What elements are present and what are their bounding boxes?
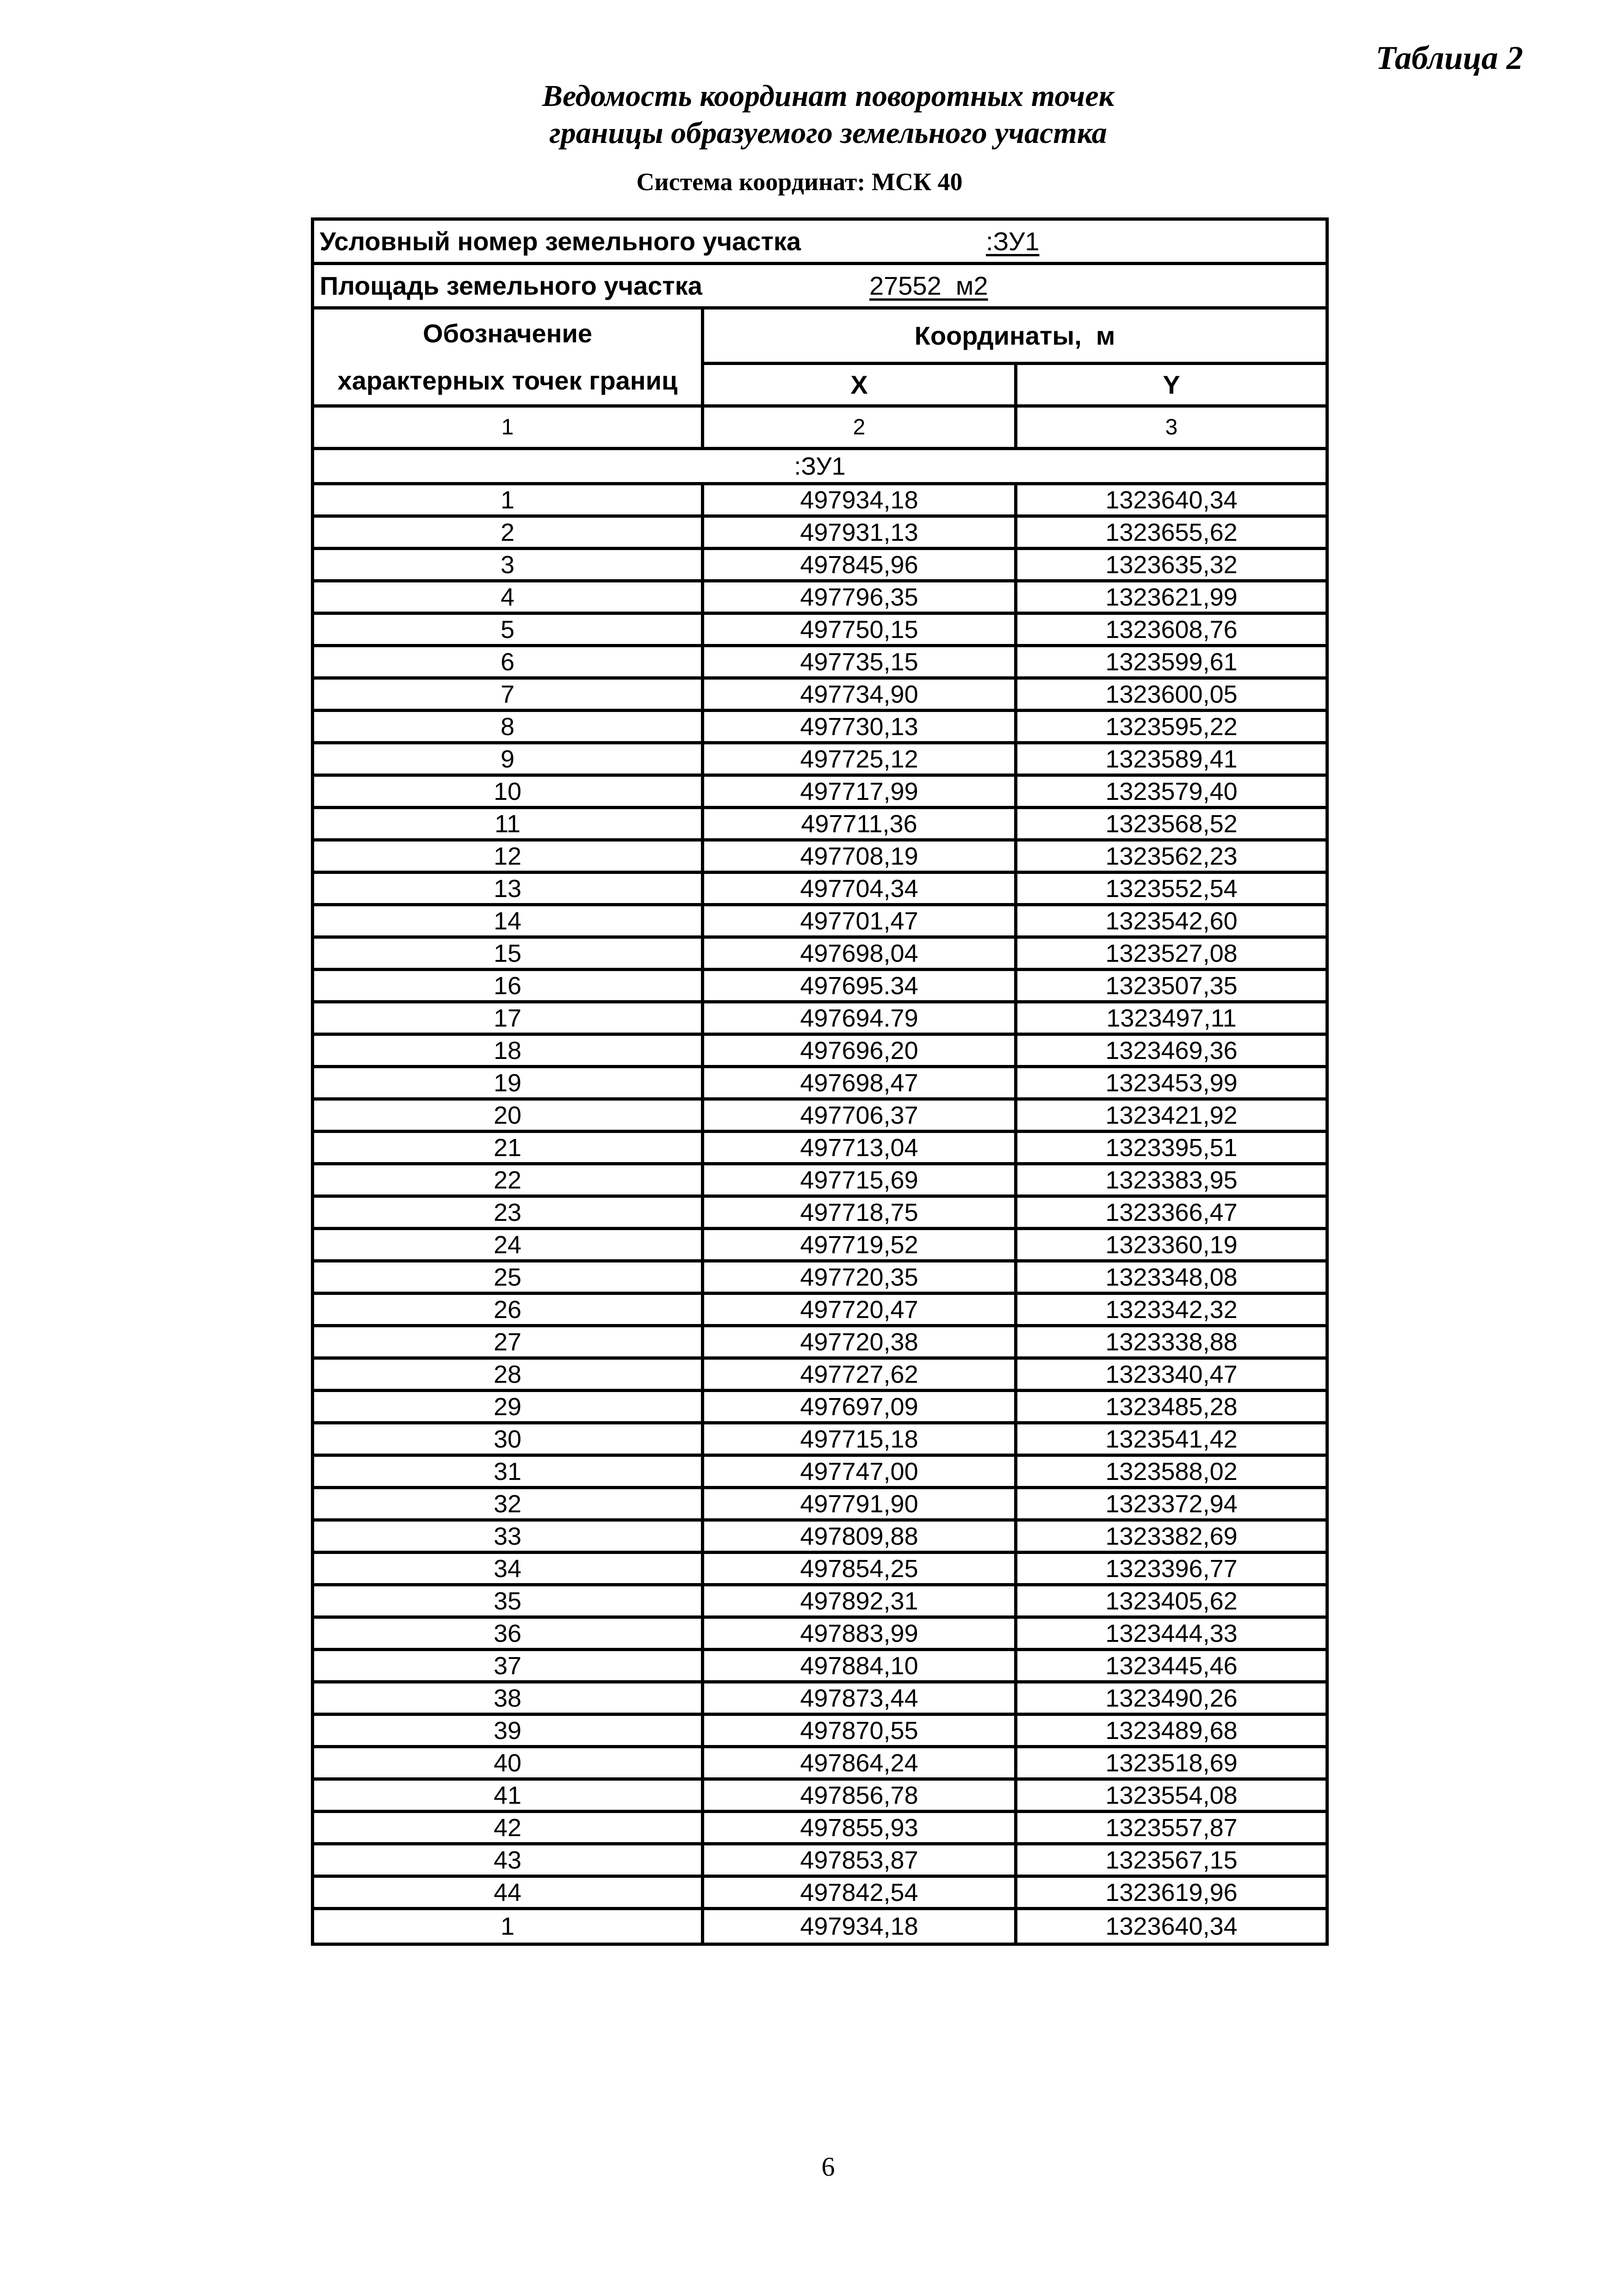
point-id: 25 [314, 1262, 704, 1292]
document-title-line2: границы образуемого земельного участка [549, 116, 1107, 150]
y-coordinate: 1323542,60 [1105, 907, 1238, 935]
table-row [314, 971, 1326, 1003]
x-coordinate: 497720,35 [704, 1262, 1017, 1292]
table-row [314, 1554, 1326, 1586]
point-id: 3 [314, 550, 704, 579]
column-header-row [314, 309, 1326, 408]
x-coordinate: 497791,90 [704, 1489, 1017, 1518]
table-row [314, 1910, 1326, 1943]
x-coordinate: 497884,10 [704, 1651, 1017, 1680]
y-coordinate: 1323340,47 [1105, 1360, 1238, 1388]
y-coordinate: 1323360,19 [1105, 1231, 1238, 1259]
x-coordinate: 497717,99 [704, 777, 1017, 806]
point-id: 13 [314, 874, 704, 903]
designation-header-line1: Обозначение [422, 318, 593, 348]
table-row [314, 906, 1326, 939]
x-coordinate: 497735,15 [704, 647, 1017, 676]
table-row [314, 550, 1326, 582]
x-coordinate: 497809,88 [704, 1522, 1017, 1551]
x-coordinate: 497706,37 [704, 1101, 1017, 1130]
point-id: 19 [314, 1068, 704, 1097]
table-row [314, 939, 1326, 971]
point-id: 11 [314, 809, 704, 838]
y-coordinate: 1323608,76 [1105, 615, 1238, 644]
y-coordinate: 1323552,54 [1105, 874, 1238, 903]
table-row [314, 1619, 1326, 1651]
table-row [314, 1295, 1326, 1327]
table-row [314, 1101, 1326, 1133]
point-id: 20 [314, 1101, 704, 1130]
table-row [314, 1360, 1326, 1392]
table-row [314, 1748, 1326, 1781]
table-body [314, 485, 1326, 1943]
x-coordinate: 497734,90 [704, 680, 1017, 709]
y-coordinate: 1323579,40 [1105, 777, 1238, 805]
coordinate-system-label: Система координат: МСК 40 [636, 168, 963, 196]
x-coordinate: 497694.79 [704, 1003, 1017, 1033]
y-coordinate: 1323338,88 [1105, 1328, 1238, 1356]
y-coordinate: 1323366,47 [1105, 1198, 1238, 1226]
parcel-number-label: Условный номер земельного участка [320, 227, 801, 256]
y-coordinate: 1323453,99 [1105, 1069, 1238, 1097]
table-row [314, 744, 1326, 777]
x-coordinate: 497720,47 [704, 1295, 1017, 1324]
table-row [314, 1489, 1326, 1522]
x-coordinate: 497718,75 [704, 1198, 1017, 1227]
table-row [314, 1392, 1326, 1424]
x-coordinate: 497715,69 [704, 1165, 1017, 1194]
point-id: 10 [314, 777, 704, 806]
x-coordinate: 497701,47 [704, 906, 1017, 935]
point-id: 37 [314, 1651, 704, 1680]
x-coordinate: 497854,25 [704, 1554, 1017, 1583]
x-coordinate: 497698,04 [704, 939, 1017, 968]
x-header: X [704, 365, 1017, 404]
x-coordinate: 497853,87 [704, 1845, 1017, 1875]
y-coordinate: 1323588,02 [1105, 1457, 1238, 1485]
point-id: 12 [314, 842, 704, 871]
point-id: 7 [314, 680, 704, 709]
y-coordinate: 1323562,23 [1105, 842, 1238, 870]
point-id: 42 [314, 1813, 704, 1842]
x-coordinate: 497856,78 [704, 1781, 1017, 1810]
table-row [314, 1683, 1326, 1716]
point-id: 21 [314, 1133, 704, 1162]
point-id: 5 [314, 615, 704, 644]
x-coordinate: 497747,00 [704, 1457, 1017, 1486]
x-coordinate: 497711,36 [704, 809, 1017, 838]
y-coordinate: 1323469,36 [1105, 1036, 1238, 1064]
table-row [314, 680, 1326, 712]
x-coordinate: 497883,99 [704, 1619, 1017, 1648]
table-row [314, 809, 1326, 842]
x-coordinate: 497855,93 [704, 1813, 1017, 1842]
column-number-2: 2 [704, 408, 1017, 447]
point-id: 8 [314, 712, 704, 741]
point-id: 9 [314, 744, 704, 774]
point-id: 27 [314, 1327, 704, 1356]
point-id: 17 [314, 1003, 704, 1033]
y-coordinate: 1323405,62 [1105, 1587, 1238, 1615]
table-row [314, 1068, 1326, 1101]
point-id: 23 [314, 1198, 704, 1227]
y-coordinate: 1323541,42 [1105, 1425, 1238, 1453]
table-row [314, 647, 1326, 680]
y-coordinate: 1323599,61 [1105, 648, 1238, 676]
point-id: 24 [314, 1230, 704, 1259]
y-coordinate: 1323382,69 [1105, 1522, 1238, 1550]
point-id: 4 [314, 582, 704, 612]
x-coordinate: 497934,18 [704, 485, 1017, 514]
x-coordinate: 497750,15 [704, 615, 1017, 644]
point-id: 18 [314, 1036, 704, 1065]
y-coordinate: 1323554,08 [1105, 1781, 1238, 1809]
y-coordinate: 1323342,32 [1105, 1295, 1238, 1324]
point-id: 38 [314, 1683, 704, 1713]
y-coordinate: 1323518,69 [1105, 1749, 1238, 1777]
x-coordinate: 497842,54 [704, 1878, 1017, 1907]
y-coordinate: 1323619,96 [1105, 1878, 1238, 1906]
table-row [314, 1036, 1326, 1068]
table-row [314, 1230, 1326, 1262]
y-coordinate: 1323372,94 [1105, 1490, 1238, 1518]
parcel-area-label: Площадь земельного участка [320, 271, 702, 300]
y-coordinate: 1323444,33 [1105, 1619, 1238, 1647]
point-id: 39 [314, 1716, 704, 1745]
x-coordinate: 497845,96 [704, 550, 1017, 579]
x-coordinate: 497708,19 [704, 842, 1017, 871]
point-id: 14 [314, 906, 704, 935]
x-coordinate: 497698,47 [704, 1068, 1017, 1097]
document-title-line1: Ведомость координат поворотных точек [542, 79, 1115, 113]
table-row [314, 842, 1326, 874]
x-coordinate: 497934,18 [704, 1910, 1017, 1943]
table-row [314, 777, 1326, 809]
point-id: 28 [314, 1360, 704, 1389]
y-coordinate: 1323383,95 [1105, 1166, 1238, 1194]
parcel-area-value: 27552 м2 [869, 271, 988, 300]
x-coordinate: 497864,24 [704, 1748, 1017, 1777]
point-id: 44 [314, 1878, 704, 1907]
parcel-number-value: :ЗУ1 [986, 227, 1040, 256]
parcel-number-row [314, 221, 1326, 265]
point-id: 26 [314, 1295, 704, 1324]
y-coordinate: 1323507,35 [1105, 972, 1238, 1000]
point-id: 29 [314, 1392, 704, 1421]
point-id: 2 [314, 518, 704, 547]
y-coordinate: 1323396,77 [1105, 1554, 1238, 1583]
x-coordinate: 497730,13 [704, 712, 1017, 741]
table-row [314, 1716, 1326, 1748]
y-header: Y [1163, 370, 1180, 399]
x-coordinate: 497715,18 [704, 1424, 1017, 1454]
table-row [314, 582, 1326, 615]
point-id: 41 [314, 1781, 704, 1810]
table-row [314, 615, 1326, 647]
table-row [314, 1586, 1326, 1619]
x-coordinate: 497697,09 [704, 1392, 1017, 1421]
x-coordinate: 497796,35 [704, 582, 1017, 612]
designation-header [314, 309, 704, 404]
coordinates-header-group [704, 309, 1326, 404]
x-coordinate: 497892,31 [704, 1586, 1017, 1615]
y-coordinate: 1323595,22 [1105, 712, 1238, 741]
section-row [314, 450, 1326, 485]
section-label: :ЗУ1 [794, 452, 846, 480]
point-id: 15 [314, 939, 704, 968]
point-id: 40 [314, 1748, 704, 1777]
parcel-area-row [314, 265, 1326, 309]
y-coordinate: 1323589,41 [1105, 745, 1238, 773]
table-row [314, 1424, 1326, 1457]
point-id: 34 [314, 1554, 704, 1583]
table-row [314, 1165, 1326, 1198]
coordinates-table [311, 217, 1329, 1946]
y-coordinate: 1323568,52 [1105, 810, 1238, 838]
table-row [314, 1522, 1326, 1554]
point-id: 1 [314, 1910, 704, 1943]
table-row [314, 712, 1326, 744]
column-number-3: 3 [1165, 415, 1178, 439]
column-number-1: 1 [314, 408, 704, 447]
y-coordinate: 1323600,05 [1105, 680, 1238, 708]
table-row [314, 1003, 1326, 1036]
y-coordinate: 1323485,28 [1105, 1392, 1238, 1421]
table-row [314, 485, 1326, 518]
x-coordinate: 497720,38 [704, 1327, 1017, 1356]
table-row [314, 1845, 1326, 1878]
page-number: 6 [821, 2152, 835, 2182]
point-id: 30 [314, 1424, 704, 1454]
point-id: 31 [314, 1457, 704, 1486]
y-coordinate: 1323640,34 [1105, 486, 1238, 514]
point-id: 35 [314, 1586, 704, 1615]
x-coordinate: 497727,62 [704, 1360, 1017, 1389]
point-id: 6 [314, 647, 704, 676]
point-id: 32 [314, 1489, 704, 1518]
y-coordinate: 1323348,08 [1105, 1263, 1238, 1291]
table-label: Таблица 2 [1375, 39, 1523, 76]
y-coordinate: 1323557,87 [1105, 1813, 1238, 1842]
point-id: 1 [314, 485, 704, 514]
x-coordinate: 497719,52 [704, 1230, 1017, 1259]
x-coordinate: 497696,20 [704, 1036, 1017, 1065]
y-coordinate: 1323621,99 [1105, 583, 1238, 611]
x-coordinate: 497704,34 [704, 874, 1017, 903]
point-id: 33 [314, 1522, 704, 1551]
table-row [314, 1133, 1326, 1165]
point-id: 22 [314, 1165, 704, 1194]
point-id: 43 [314, 1845, 704, 1875]
point-id: 36 [314, 1619, 704, 1648]
point-id: 16 [314, 971, 704, 1000]
table-row [314, 1651, 1326, 1683]
x-coordinate: 497870,55 [704, 1716, 1017, 1745]
table-row [314, 1198, 1326, 1230]
table-row [314, 518, 1326, 550]
table-row [314, 1327, 1326, 1360]
x-coordinate: 497873,44 [704, 1683, 1017, 1713]
table-row [314, 1781, 1326, 1813]
y-coordinate: 1323421,92 [1105, 1101, 1238, 1129]
y-coordinate: 1323567,15 [1105, 1846, 1238, 1874]
y-coordinate: 1323445,46 [1105, 1652, 1238, 1680]
coordinates-header: Координаты, м [704, 309, 1326, 365]
y-coordinate: 1323489,68 [1105, 1716, 1238, 1745]
table-row [314, 874, 1326, 906]
x-coordinate: 497695.34 [704, 971, 1017, 1000]
y-coordinate: 1323527,08 [1105, 939, 1238, 967]
column-number-row [314, 408, 1326, 450]
table-row [314, 1457, 1326, 1489]
table-row [314, 1878, 1326, 1910]
y-coordinate: 1323490,26 [1105, 1684, 1238, 1712]
x-coordinate: 497725,12 [704, 744, 1017, 774]
y-coordinate: 1323655,62 [1105, 518, 1238, 546]
y-coordinate: 1323395,51 [1105, 1133, 1238, 1162]
y-coordinate: 1323635,32 [1105, 551, 1238, 579]
x-coordinate: 497713,04 [704, 1133, 1017, 1162]
y-coordinate: 1323497,11 [1106, 1004, 1237, 1032]
table-row [314, 1262, 1326, 1295]
designation-header-line2: характерных точек границ [337, 366, 678, 396]
x-coordinate: 497931,13 [704, 518, 1017, 547]
y-coordinate: 1323640,34 [1105, 1912, 1238, 1940]
table-row [314, 1813, 1326, 1845]
